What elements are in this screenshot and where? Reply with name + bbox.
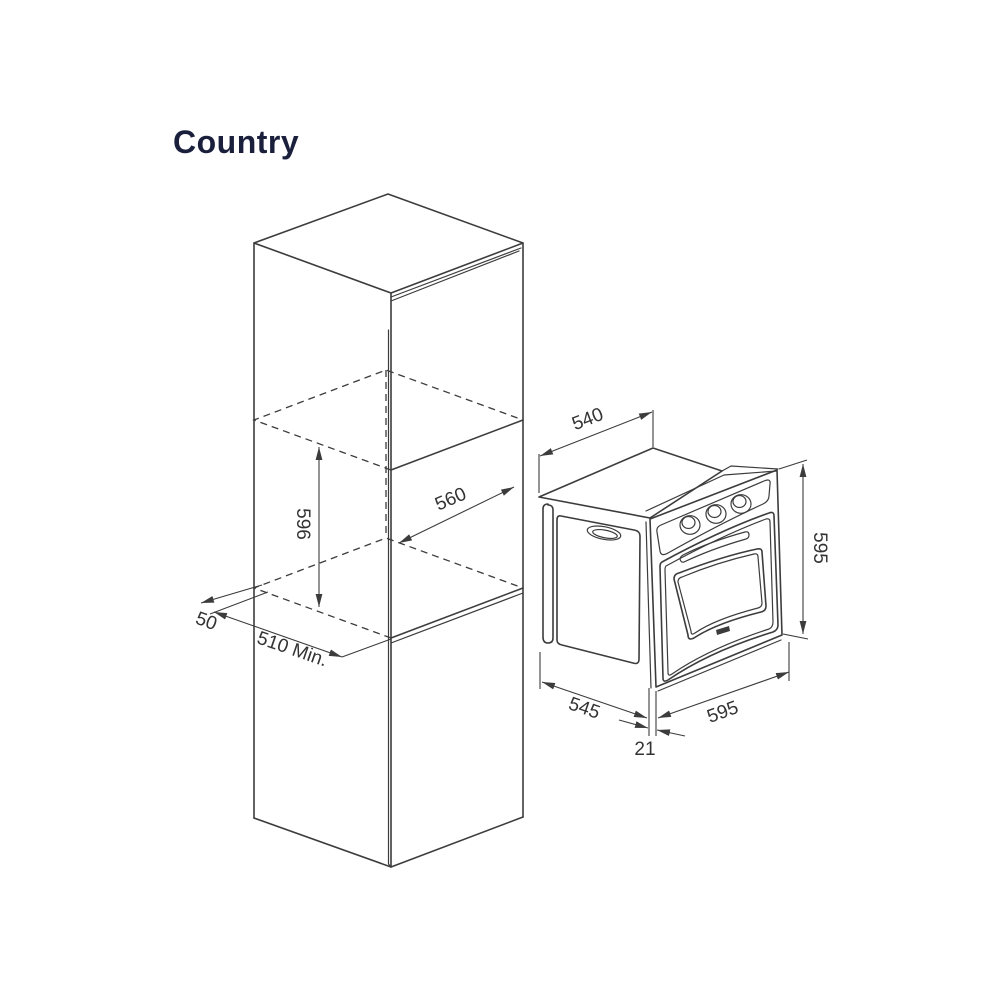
door-window-outer bbox=[674, 549, 766, 639]
dim-arrow-door-gap-right bbox=[657, 730, 685, 736]
dim-label-niche-height: 596 bbox=[291, 508, 313, 540]
niche-bottom-edge-inner bbox=[391, 593, 523, 643]
dim-label-height: 595 bbox=[808, 532, 830, 564]
dim-label-niche-width: 560 bbox=[432, 483, 470, 516]
oven-knob bbox=[731, 495, 751, 514]
oven-side-strip bbox=[543, 504, 553, 643]
page-title: Country bbox=[173, 124, 300, 160]
oven-drawing bbox=[539, 404, 830, 760]
cabinet-top-edge-band bbox=[391, 248, 521, 301]
dim-label-front-width: 595 bbox=[704, 697, 742, 728]
dim-label-min-depth: 510 Min. bbox=[254, 627, 331, 672]
dim-label-door-gap: 21 bbox=[634, 739, 656, 761]
ext-lines-height bbox=[779, 460, 808, 639]
oven-dimensions bbox=[539, 404, 830, 760]
dim-label-body-depth: 545 bbox=[565, 693, 603, 724]
oven-fascia bbox=[650, 470, 782, 687]
oven-knob bbox=[706, 505, 726, 524]
oven-knob bbox=[680, 516, 700, 535]
dim-line-front-gap bbox=[201, 585, 262, 603]
oven-top-fascia-step bbox=[722, 466, 778, 471]
ext-line-min-depth bbox=[342, 639, 391, 657]
oven-top-face bbox=[539, 448, 722, 518]
ext-line-front-gap bbox=[210, 592, 268, 614]
door-logo bbox=[716, 626, 730, 635]
niche-bottom-edge bbox=[391, 588, 523, 638]
niche-top-edge bbox=[391, 420, 523, 470]
ext-lines-door-gap bbox=[649, 688, 656, 736]
oven-door bbox=[660, 512, 778, 681]
dim-label-front-gap: 50 bbox=[192, 608, 220, 636]
dim-label-top-depth: 540 bbox=[569, 404, 607, 436]
cabinet-top-face bbox=[254, 194, 523, 293]
oven-control-panel bbox=[657, 480, 770, 555]
cabinet-drawing bbox=[193, 194, 523, 867]
dim-arrow-door-gap-left bbox=[619, 720, 648, 728]
cabinet-dimensions bbox=[193, 447, 514, 671]
door-window-inner bbox=[678, 554, 762, 634]
